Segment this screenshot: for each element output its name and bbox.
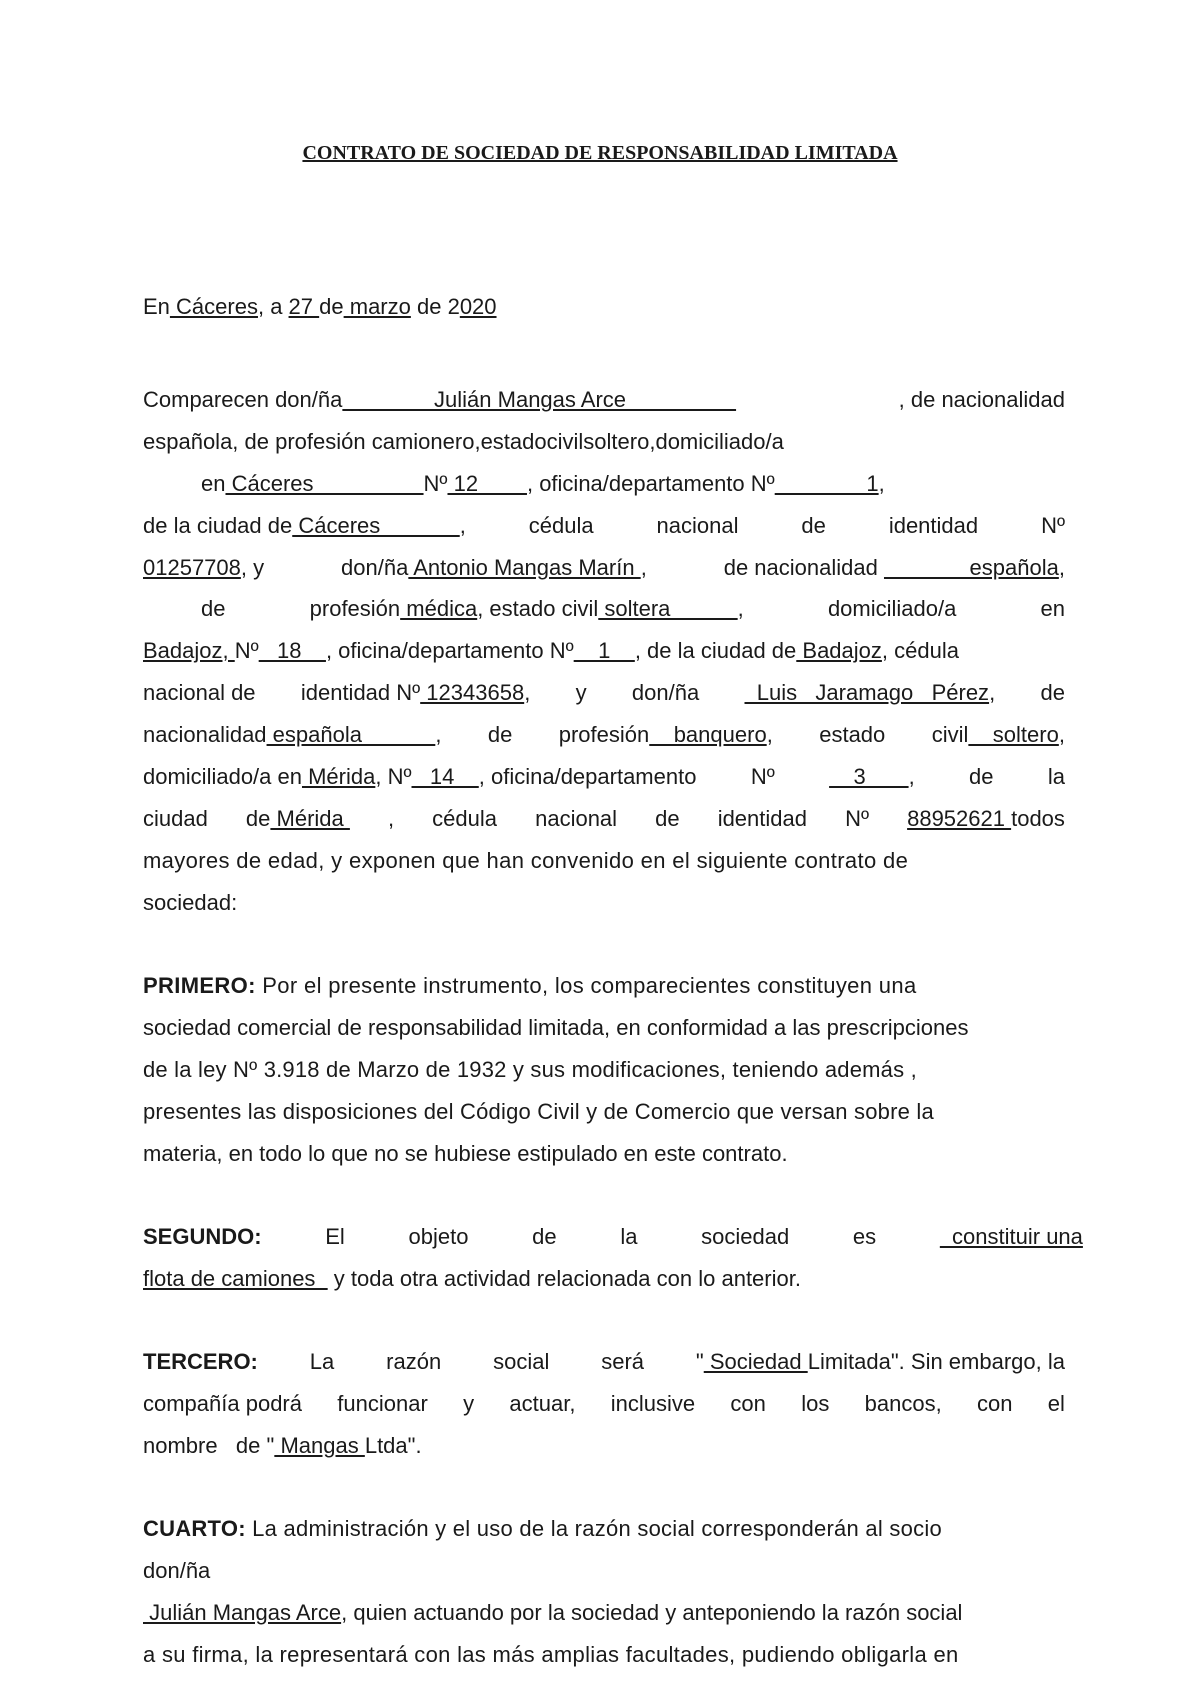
party1-city-field: Cáceres xyxy=(292,513,460,538)
paragraph-line: materia, en todo lo que no se hubiese estipulado en este contrato. xyxy=(143,1141,788,1166)
paragraph-line: Comparecen don/ña Julián Mangas Arce , de nacionalidad xyxy=(143,387,1065,412)
party3-domicile-field: Mérida xyxy=(301,764,376,789)
administrator-name-field: Julián Mangas Arce xyxy=(143,1600,342,1625)
party3-number-field: 14 xyxy=(411,764,479,789)
month-field: marzo xyxy=(343,294,411,319)
party1-name-field: Julián Mangas Arce xyxy=(342,387,737,412)
day-field: 27 xyxy=(288,294,320,319)
city-field: Cáceres xyxy=(169,294,258,319)
paragraph-line: presentes las disposiciones del Código Civil y de Comercio que versan sobre la xyxy=(143,1099,934,1124)
party2-civil-status-field: soltera xyxy=(598,596,738,621)
paragraph-line: compañía podrá funcionar y actuar, inclusive con los bancos, con el xyxy=(143,1391,1065,1416)
party1-number-field: 12 xyxy=(447,471,527,496)
party3-profession-field: banquero xyxy=(649,722,767,747)
party2-number-field: 18 xyxy=(258,638,326,663)
party1-id-field: 01257708 xyxy=(143,555,241,580)
paragraph-line: 01257708, y don/ña Antonio Mangas Marín , de nacionalidad española, xyxy=(143,555,1065,580)
paragraph-line: a su firma, la representará con las más amplias facultades, pudiendo obligarla en xyxy=(143,1642,959,1667)
party3-nationality-field: española xyxy=(266,722,436,747)
paragraph-line: de la ciudad de Cáceres , cédula nacional de identidad Nº xyxy=(143,513,1065,538)
party2-city-field: Badajoz xyxy=(796,638,882,663)
party2-profession-field: médica xyxy=(400,596,478,621)
company-purpose-field-cont: flota de camiones xyxy=(143,1266,328,1291)
year-field: 020 xyxy=(459,294,497,319)
party3-id-field: 88952621 xyxy=(907,806,1012,831)
paragraph-line: nacional de identidad Nº 12343658, y don/ña Luis Jaramago Pérez, de xyxy=(143,680,1065,705)
paragraph-line: ciudad de Mérida , cédula nacional de identidad Nº 88952621 todos xyxy=(143,806,1065,831)
party2-nationality-field: española xyxy=(883,555,1059,580)
party2-office-field: 1 xyxy=(573,638,635,663)
paragraph-line: de la ley Nº 3.918 de Marzo de 1932 y sus modificaciones, teniendo además , xyxy=(143,1057,917,1082)
paragraph-line: Julián Mangas Arce, quien actuando por la sociedad y anteponiendo la razón social xyxy=(143,1600,963,1625)
paragraph-line: domiciliado/a en Mérida, Nº 14 , oficina/departamento Nº 3 , de la xyxy=(143,764,1065,789)
party1-domicile-field: Cáceres xyxy=(225,471,424,496)
party2-id-field: 12343658 xyxy=(420,680,525,705)
party3-city-field: Mérida xyxy=(270,806,350,831)
document-title: CONTRATO DE SOCIEDAD DE RESPONSABILIDAD LIMITADA xyxy=(302,142,898,164)
clause-cuarto-heading: CUARTO: La administración y el uso de la razón social corresponderán al socio xyxy=(143,1516,942,1541)
party3-name-field: Luis Jaramago Pérez xyxy=(744,680,990,705)
paragraph-line: mayores de edad, y exponen que han convenido en el siguiente contrato de xyxy=(143,848,909,873)
paragraph-line: de profesión médica, estado civil soltera , domiciliado/a en xyxy=(201,596,1065,621)
trade-name-field: Mangas xyxy=(274,1433,365,1458)
paragraph-line: nacionalidad española , de profesión banquero, estado civil soltero, xyxy=(143,722,1065,747)
paragraph-line: nombre de " Mangas Ltda". xyxy=(143,1433,422,1458)
clause-segundo-heading: SEGUNDO: El objeto de la sociedad es constituir una xyxy=(143,1224,1083,1249)
clause-tercero-heading: TERCERO: La razón social será " Sociedad Limitada". Sin embargo, la xyxy=(143,1349,1065,1374)
paragraph-line: flota de camiones y toda otra actividad relacionada con lo anterior. xyxy=(143,1266,801,1291)
paragraph-line: Badajoz, Nº 18 , oficina/departamento Nº 1 , de la ciudad de Badajoz, cédula xyxy=(143,638,959,663)
paragraph-line: sociedad: xyxy=(143,890,238,915)
paragraph-line: don/ña xyxy=(143,1558,211,1583)
date-line: En Cáceres, a 27 de marzo de 2020 xyxy=(143,294,497,319)
paragraph-line: en Cáceres Nº 12 , oficina/departamento Nº 1, xyxy=(201,471,885,496)
party2-domicile-field: Badajoz, xyxy=(143,638,235,663)
company-name-field: Sociedad xyxy=(703,1349,808,1374)
party2-name-field: Antonio Mangas Marín xyxy=(408,555,641,580)
party3-office-field: 3 xyxy=(829,764,909,789)
paragraph-line: sociedad comercial de responsabilidad limitada, en conformidad a las prescripciones xyxy=(143,1015,969,1040)
party1-office-field: 1 xyxy=(774,471,879,496)
paragraph-line: española, de profesión camionero, estado civil soltero, domiciliado/a xyxy=(143,429,784,454)
clause-primero-heading: PRIMERO: Por el presente instrumento, los comparecientes constituyen una xyxy=(143,973,917,998)
company-purpose-field: constituir una xyxy=(939,1224,1083,1249)
party3-civil-status-field: soltero xyxy=(968,722,1059,747)
